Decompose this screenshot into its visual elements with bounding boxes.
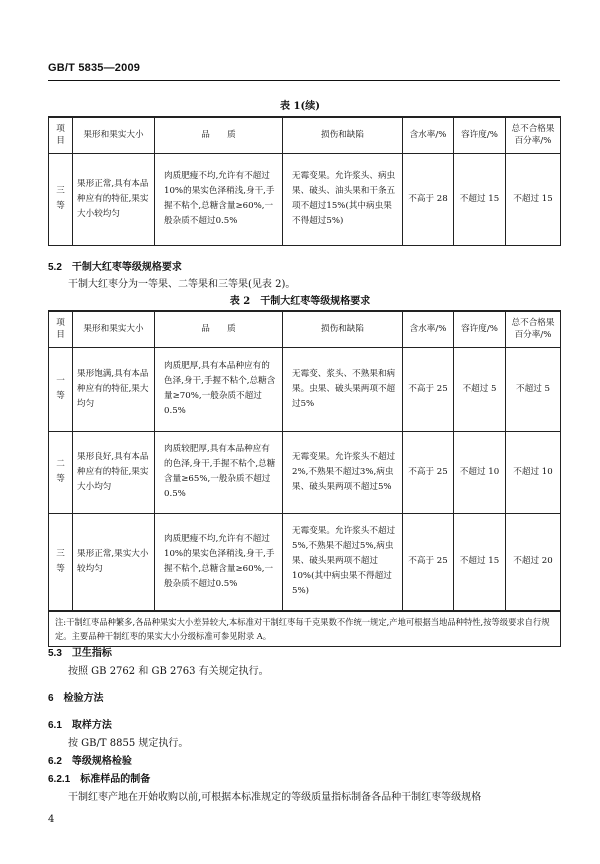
moisture-cell: 不高于 25 (403, 347, 454, 431)
defects-cell: 无霉变果。允许浆头不超过5%,不熟果不超过5%,病虫果、破头果两项不超过10%(其中病虫果不得超过5%) (283, 513, 403, 611)
section-6-heading: 6 检验方法 (48, 693, 104, 704)
section-5-2-heading: 5.2 干制大红枣等级规格要求 (48, 262, 182, 273)
shape-cell: 果形正常,具有本品种应有的特征,果实大小较均匀 (73, 153, 155, 245)
tolerance-cell: 不超过 10 (454, 431, 506, 513)
table1-header-item: 项目 (49, 117, 73, 153)
total-cell: 不超过 20 (506, 513, 561, 611)
section-5-3-heading: 5.3 卫生指标 (48, 648, 112, 659)
total-cell: 不超过 5 (506, 347, 561, 431)
grade-cell: 三等 (49, 513, 73, 611)
table-row (49, 347, 561, 431)
defects-cell: 无霉变果。允许浆头、病虫果、破头、油头果和干条五项不超过15%(其中病虫果不得超过5%) (283, 153, 403, 245)
quality-cell: 肉质肥瘦不均,允许有不超过10%的果实色泽稍浅,身干,手握不粘个,总糖含量≥60%,一般杂质不超过0.5% (155, 153, 283, 245)
moisture-cell: 不高于 25 (403, 513, 454, 611)
table2-header-total: 总不合格果百分率/% (506, 311, 561, 347)
table-row (49, 513, 561, 611)
quality-cell: 肉质肥厚,具有本品种应有的色泽,身干,手握不粘个,总糖含量≥70%,一般杂质不超过0.5% (155, 347, 283, 431)
tolerance-cell: 不超过 15 (454, 153, 506, 245)
standard-number-header: GB/T 5835—2009 (48, 62, 141, 74)
page-number: 4 (48, 814, 55, 825)
table2-note: 注:干制红枣品种繁多,各品种果实大小差异较大,本标准对干制红枣每千克果数不作统一规定,产地可根据当地品种特性,按等级要求自行规定。主要品种干制红枣的果实大小分级标准可参见附录 A。 (49, 611, 561, 647)
section-5-3-text: 按照 GB 2762 和 GB 2763 有关规定执行。 (68, 666, 269, 677)
table1 (48, 116, 561, 246)
quality-cell: 肉质较肥厚,具有本品种应有的色泽,身干,手握不粘个,总糖含量≥65%,一般杂质不超过0.5% (155, 431, 283, 513)
table-row (49, 431, 561, 513)
defects-cell: 无霉变果。允许浆头不超过2%,不熟果不超过3%,病虫果、破头果两项不超过5% (283, 431, 403, 513)
grade-cell: 一等 (49, 347, 73, 431)
section-5-2-text: 干制大红枣分为一等果、二等果和三等果(见表 2)。 (68, 279, 296, 290)
table2-header-defects: 损伤和缺陷 (283, 311, 403, 347)
table2-header-tolerance: 容许度/% (454, 311, 506, 347)
shape-cell: 果形正常,果实大小较均匀 (73, 513, 155, 611)
grade-cell: 二等 (49, 431, 73, 513)
table1-header-moisture: 含水率/% (403, 117, 454, 153)
table1-caption: 表 1(续) (280, 101, 320, 112)
table2-header-quality: 品 质 (155, 311, 283, 347)
grade-cell: 三等 (49, 153, 73, 245)
table2-header-item: 项目 (49, 311, 73, 347)
section-6-1-heading: 6.1 取样方法 (48, 720, 112, 731)
total-cell: 不超过 15 (506, 153, 561, 245)
header-rule (48, 80, 560, 81)
quality-cell: 肉质肥瘦不均,允许有不超过10%的果实色泽稍浅,身干,手握不粘个,总糖含量≥60%,一般杂质不超过0.5% (155, 513, 283, 611)
table2-header-moisture: 含水率/% (403, 311, 454, 347)
section-6-1-text: 按 GB/T 8855 规定执行。 (68, 738, 189, 749)
section-6-2-1-text: 干制红枣产地在开始收购以前,可根据本标准规定的等级质量指标制备各品种干制红枣等级规格 (68, 792, 482, 803)
defects-cell: 无霉变、浆头、不熟果和病果。虫果、破头果两项不超过5% (283, 347, 403, 431)
table1-header-shape: 果形和果实大小 (73, 117, 155, 153)
moisture-cell: 不高于 25 (403, 431, 454, 513)
table1-header-quality: 品 质 (155, 117, 283, 153)
section-6-2-heading: 6.2 等级规格检验 (48, 756, 132, 767)
table2 (48, 310, 561, 647)
table-row (49, 153, 561, 245)
shape-cell: 果形良好,具有本品种应有的特征,果实大小均匀 (73, 431, 155, 513)
table1-header-tolerance: 容许度/% (454, 117, 506, 153)
total-cell: 不超过 10 (506, 431, 561, 513)
section-6-2-1-heading: 6.2.1 标准样品的制备 (48, 774, 151, 785)
table2-caption: 表 2 干制大红枣等级规格要求 (229, 296, 371, 307)
table1-header-total: 总不合格果百分率/% (506, 117, 561, 153)
tolerance-cell: 不超过 15 (454, 513, 506, 611)
moisture-cell: 不高于 28 (403, 153, 454, 245)
tolerance-cell: 不超过 5 (454, 347, 506, 431)
table2-header-shape: 果形和果实大小 (73, 311, 155, 347)
table1-header-defects: 损伤和缺陷 (283, 117, 403, 153)
shape-cell: 果形饱满,具有本品种应有的特征,果大均匀 (73, 347, 155, 431)
